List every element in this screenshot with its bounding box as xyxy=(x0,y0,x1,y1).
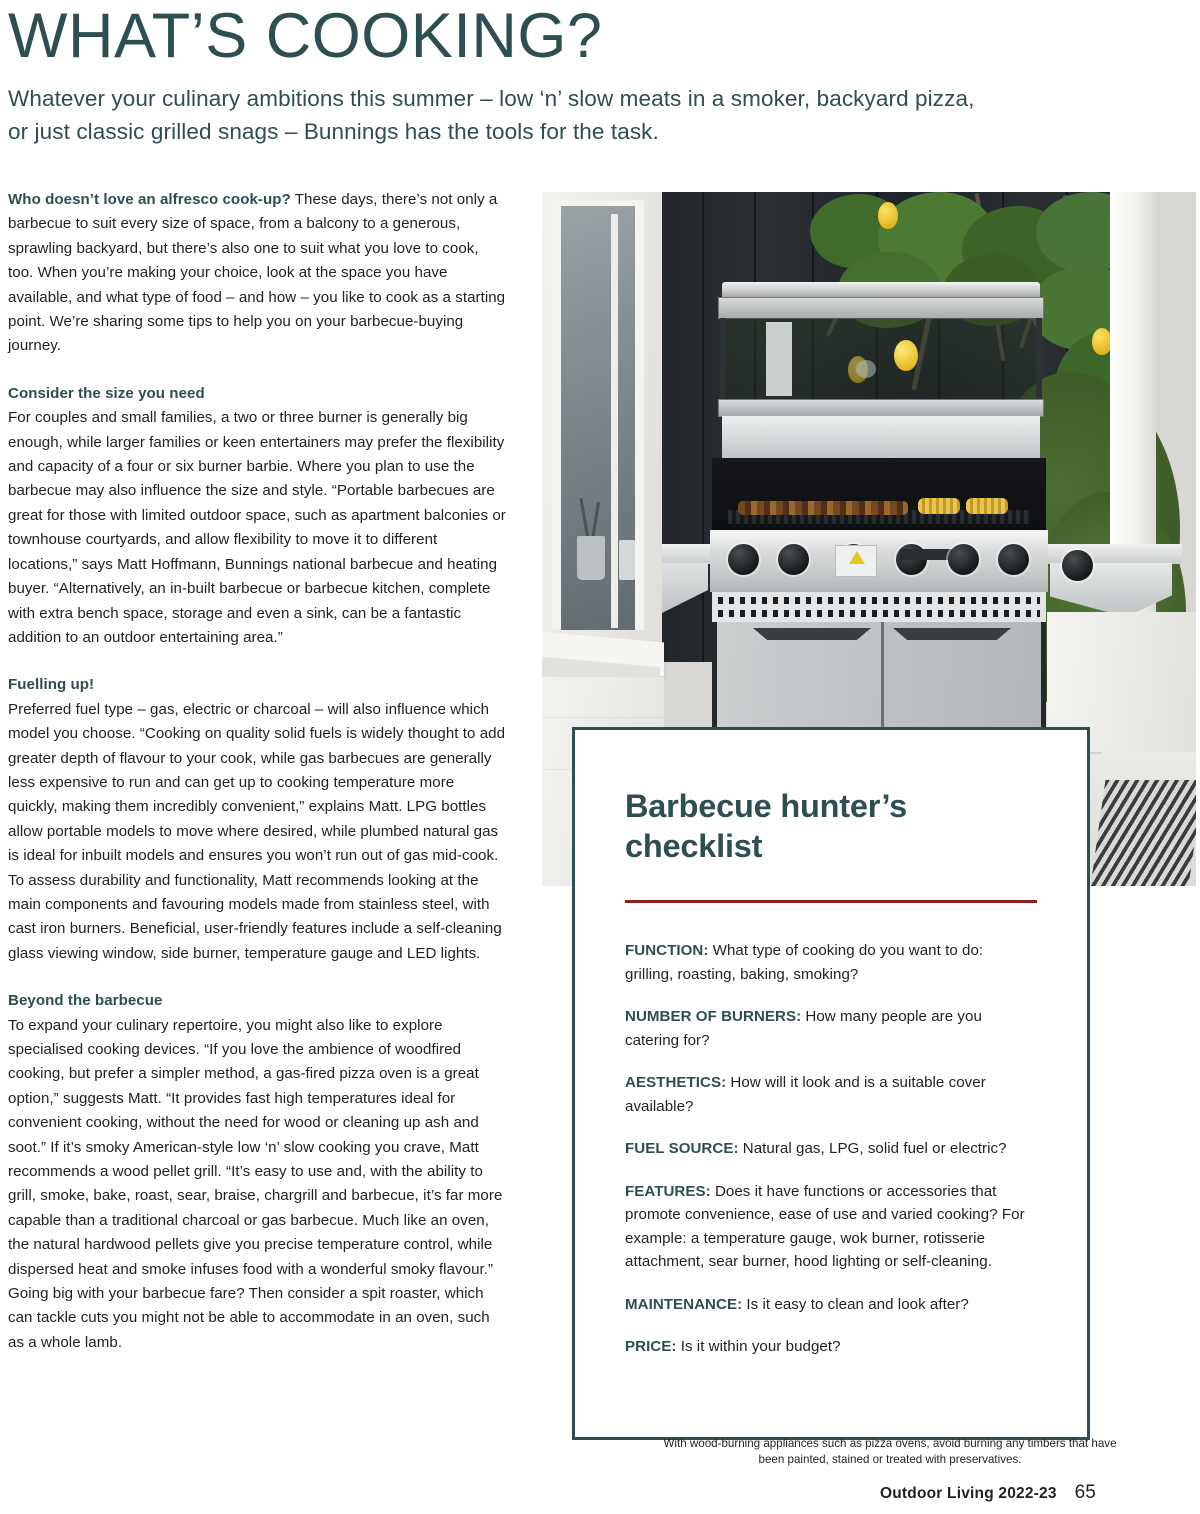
checklist-text-function: What type of cooking do you want to do: grilling, roasting, baking, smoking? xyxy=(625,942,984,983)
window-reflection xyxy=(766,322,792,396)
intro-body: These days, there’s not only a barbecue to suit every size of space, from a balcony to a generous, sprawling backyard, but there’s also one to suit what you love to cook, too. When you’re making your choice, look at the space you have available, and what type of food – and how – you like to cook as a starting point. We’re sharing some tips to help you on your barbecue-buying journey. xyxy=(8,191,506,355)
drainage-grate xyxy=(1091,780,1196,886)
plant-stem-1 xyxy=(579,498,589,540)
barbecue-checklist-panel xyxy=(572,727,1090,1440)
burner-knob-2 xyxy=(778,544,809,575)
section-heading-beyond: Beyond the barbecue xyxy=(8,992,163,1010)
checklist-item-function xyxy=(625,939,1035,986)
checklist-text-fuel-source: Natural gas, LPG, solid fuel or electric? xyxy=(738,1140,1007,1157)
checklist-title: Barbecue hunter’s checklist xyxy=(625,788,907,864)
checklist-divider xyxy=(625,900,1037,903)
publication-title: Outdoor Living 2022-23 xyxy=(880,1485,1057,1502)
checklist-label-price: PRICE: xyxy=(625,1338,677,1355)
checklist-label-number-of-burners: NUMBER OF BURNERS: xyxy=(625,1008,802,1025)
section-heading-size: Consider the size you need xyxy=(8,384,205,402)
section-body-beyond: To expand your culinary repertoire, you might also like to explore specialised cooking devices. “If you love the ambience of woodfired cooking, but prefer a simpler method, a gas-fired pizza oven is a great option,” suggests Matt. “It provides fast high temperatures ideal for convenient cooking, without the need for wood or cleaning up ash and soot.” If it’s smoky American-style low ‘n’ slow cooking you crave, Matt recommends a wood pellet grill. “It’s easy to use and, with the ability to grill, smoke, bake, roast, sear, braise, chargrill and barbecue, it’s far more capable than a traditional charcoal or gas barbecue. Much like an oven, the natural hardwood pellets give you precise temperature control, while dispersed heat and smoke infuses food with a wonderful smoky flavour.” Going big with your barbecue fare? Then consider a spit roaster, which can tackle cuts you might not be able to accommodate in an oven, such as a whole lamb. xyxy=(8,1016,503,1351)
checklist-label-function: FUNCTION: xyxy=(625,942,709,959)
corn-cob-2 xyxy=(966,498,1008,514)
checklist-label-aesthetics: AESTHETICS: xyxy=(625,1074,727,1091)
control-panel xyxy=(710,530,1048,592)
warning-label xyxy=(835,545,877,577)
checklist-label-features: FEATURES: xyxy=(625,1182,711,1200)
hood-top-edge xyxy=(722,282,1040,298)
hood-upper-band xyxy=(718,297,1044,319)
intro-paragraph xyxy=(8,188,508,359)
standfirst: Whatever your culinary ambitions this summer – low ‘n’ slow meats in a smoker, backyard pizza, or just classic grilled snags – Bunnings has the tools for the task. xyxy=(8,86,975,144)
warning-triangle-icon xyxy=(849,551,865,564)
page-title: WHAT’S COOKING? xyxy=(8,1,603,71)
cabinet-vents xyxy=(712,592,1046,622)
checklist-item-features xyxy=(625,1180,1035,1274)
section-body-size: For couples and small families, a two or three burner is generally big enough, while larger families or keen entertainers may prefer the flexibility and capacity of a four or six burner barbie. Where you plan to use the barbecue may also influence the size and style. “Portable barbecues are great for those with limited outdoor space, such as apartment balconies or townhouse courtyards, and allow flexibility to move it to different locations,” says Matt Hoffmann, Bunnings national barbecue and heating buyer. “Alternatively, an in-built barbecue or barbecue kitchen, complete with extra bench space, storage and even a sink, can be a fantastic addition to an outdoor entertaining area.” xyxy=(8,409,506,646)
burner-knob-5 xyxy=(948,544,979,575)
burner-knob-6 xyxy=(998,544,1029,575)
corn-cob-1 xyxy=(918,498,960,514)
cabinet-handle-right xyxy=(893,628,1011,640)
plant-stem-2 xyxy=(591,502,600,540)
checklist-text-features: Does it have functions or accessories that promote convenience, ease of use and varied cooking? For example: a temperature gauge, wok burner, rotisserie attachment, sear burner, hood lighting or self-cleaning. xyxy=(625,1182,1025,1270)
checklist-text-maintenance: Is it easy to clean and look after? xyxy=(742,1295,969,1313)
article-column xyxy=(8,188,508,1355)
section-body-fuel: Preferred fuel type – gas, electric or charcoal – will also influence which model you choose. “Cooking on quality solid fuels is widely thought to add greater depth of flavour to your cook, while gas barbecues are generally less expensive to run and can get up to cooking temperature more quickly, making them incredibly convenient,” explains Matt. LPG bottles allow portable models to move where desired, while plumbed natural gas is ideal for inbuilt models and ensures you won’t run out of gas mid-cook. To assess durability and functionality, Matt recommends looking at the main components and favouring models made from stainless steel, with cast iron burners. Beneficial, user-friendly features include a self-cleaning glass viewing window, side burner, temperature gauge and LED lights. xyxy=(8,700,506,962)
checklist-items xyxy=(625,939,1035,1359)
burner-knob-1 xyxy=(728,544,759,575)
hood-viewing-window xyxy=(720,318,1042,400)
side-burner-knob xyxy=(1062,550,1093,581)
window-highlight xyxy=(856,360,876,378)
checklist-item-fuel-source xyxy=(625,1137,1035,1161)
checklist-text-price: Is it within your budget? xyxy=(676,1338,841,1355)
checklist-item-aesthetics xyxy=(625,1071,1035,1118)
photo-caption: With wood-burning appliances such as pizza ovens, avoid burning any timbers that have been painted, stained or treated with preservatives. xyxy=(663,1437,1117,1466)
page-number: 65 xyxy=(1074,1482,1096,1503)
checklist-text-aesthetics: How will it look and is a suitable cover available? xyxy=(625,1074,986,1115)
checklist-item-price xyxy=(625,1335,1035,1359)
checklist-item-maintenance xyxy=(625,1293,1035,1317)
intro-lead-in: Who doesn’t love an alfresco cook-up? xyxy=(8,191,291,208)
page-footer xyxy=(880,1482,1180,1504)
checklist-label-maintenance: MAINTENANCE: xyxy=(625,1295,743,1313)
window-lemon-reflection xyxy=(894,340,918,371)
checklist-label-fuel-source: FUEL SOURCE: xyxy=(625,1140,739,1157)
hood-face xyxy=(722,416,1040,458)
window-plant-pot xyxy=(577,536,605,580)
window-bottle xyxy=(619,540,635,580)
window-mullion xyxy=(611,214,618,628)
house-window xyxy=(552,200,644,630)
checklist-item-number-of-burners xyxy=(625,1005,1035,1052)
checklist-text-number-of-burners: How many people are you catering for? xyxy=(625,1008,982,1049)
food-on-grill xyxy=(738,501,908,515)
masthead xyxy=(8,0,1008,148)
hood-lower-band xyxy=(718,399,1044,417)
section-heading-fuel: Fuelling up! xyxy=(8,676,95,694)
cabinet-handle-left xyxy=(753,628,871,640)
